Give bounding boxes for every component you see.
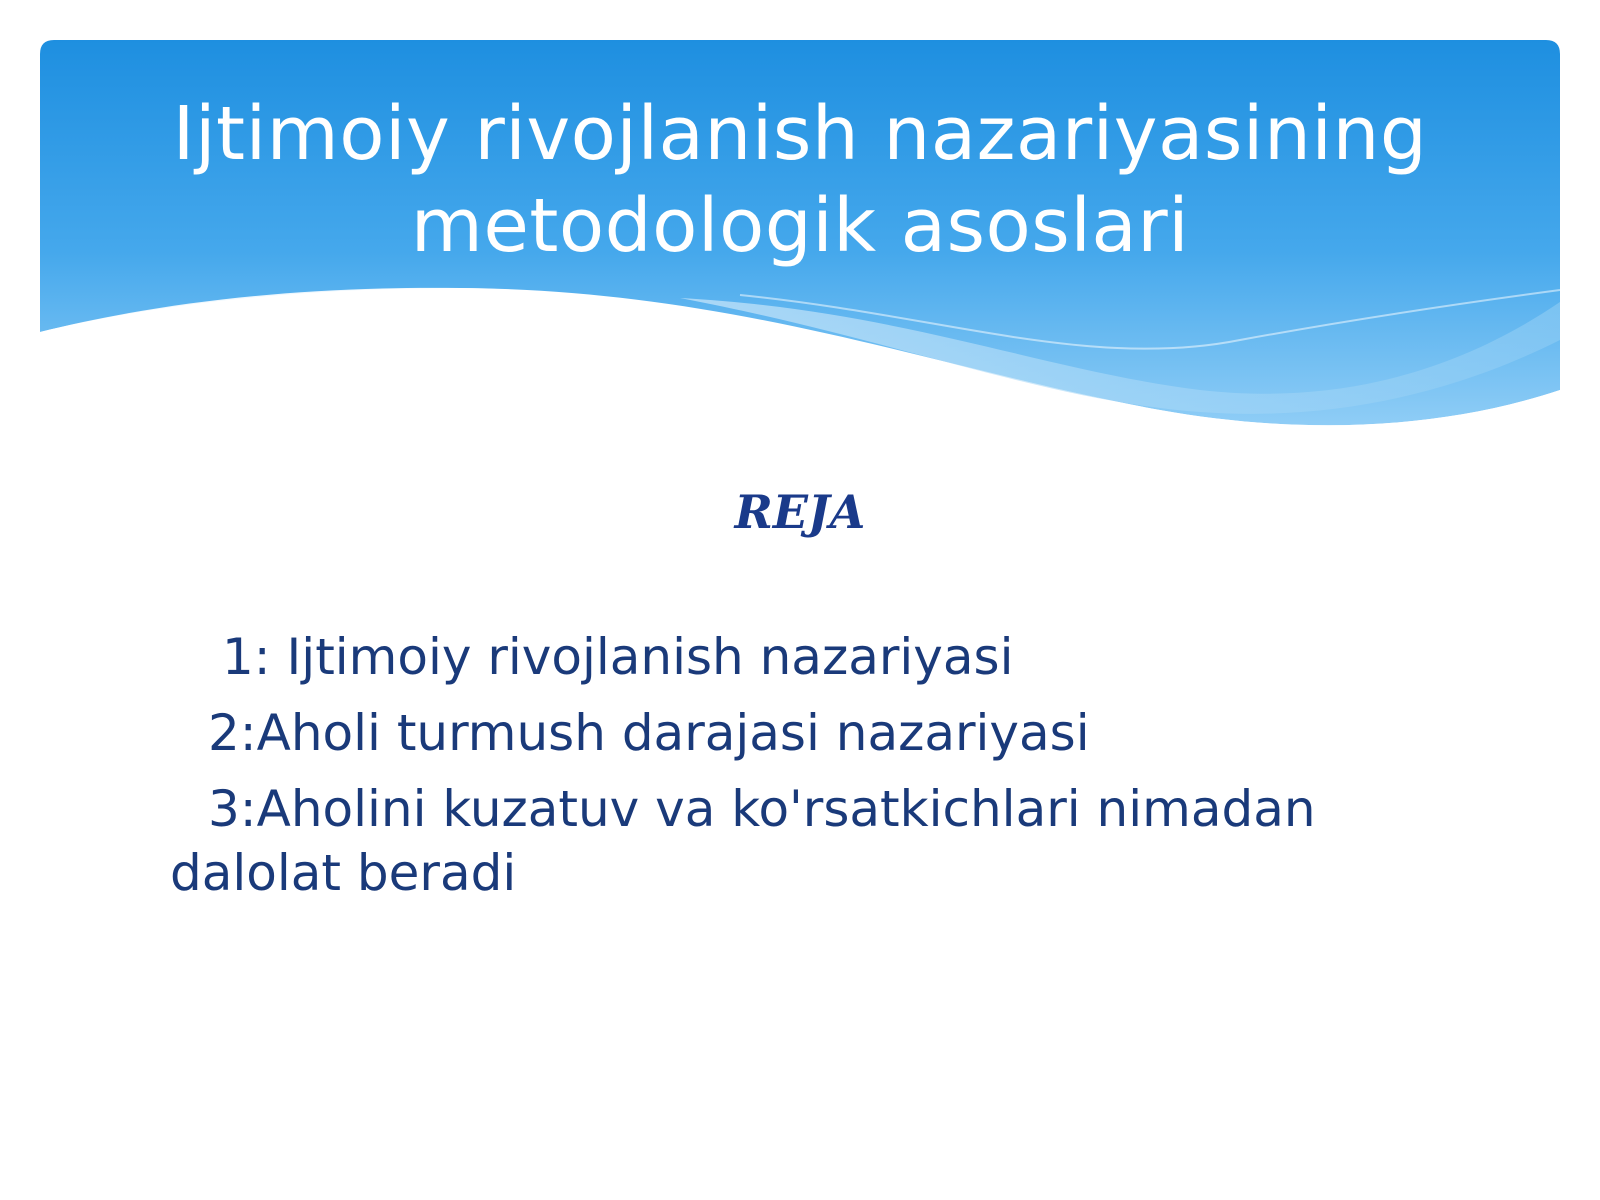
- plan-list: [170, 625, 1470, 917]
- plan-item: 3:Aholini kuzatuv va ko'rsatkichlari nimadan dalolat beradi: [170, 780, 1316, 902]
- plan-item: 2:Aholi turmush darajasi nazariyasi: [208, 704, 1090, 762]
- plan-item: 1: Ijtimoiy rivojlanish nazariyasi: [222, 628, 1014, 686]
- slide-title: Ijtimoiy rivojlanish nazariyasining metodologik asoslari: [172, 91, 1428, 269]
- section-heading: REJA: [734, 485, 866, 539]
